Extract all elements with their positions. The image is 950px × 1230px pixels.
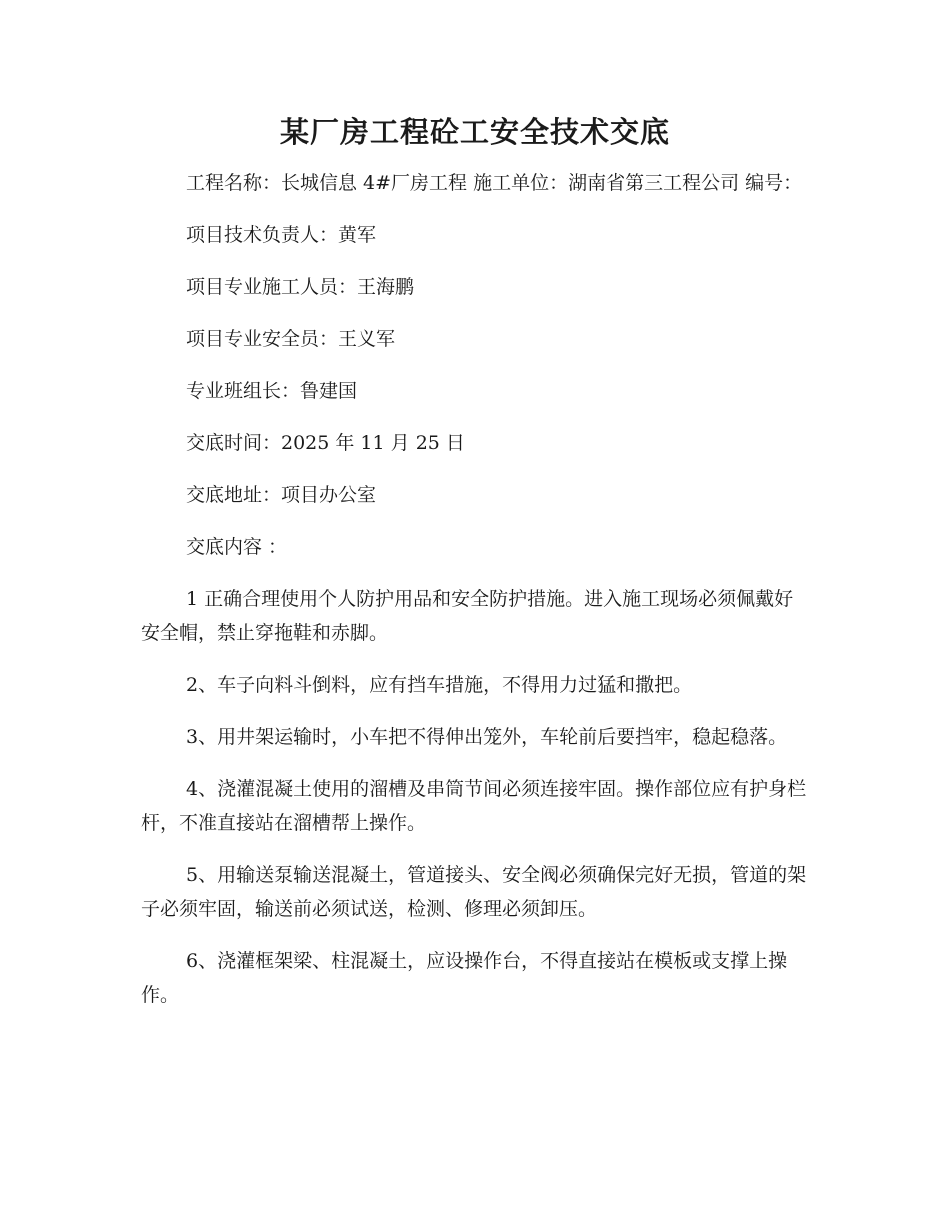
- list-item: 5、用输送泵输送混凝土，管道接头、安全阀必须确保完好无损，管道的架子必须牢固，输送前必须试送，检测、修理必须卸压。: [141, 864, 807, 920]
- field-safety-officer: 项目专业安全员：王义军: [186, 328, 396, 350]
- field-tech-lead: 项目技术负责人：黄军: [186, 224, 377, 246]
- list-item: 4、浇灌混凝土使用的溜槽及串筒节间必须连接牢固。操作部位应有护身栏杆，不准直接站在溜槽帮上操作。: [141, 778, 807, 834]
- list-item: 3、用井架运输时，小车把不得伸出笼外，车轮前后要挡牢，稳起稳落。: [186, 726, 788, 748]
- field-team-leader: 专业班组长：鲁建国: [186, 380, 358, 402]
- project-header-line: 工程名称：长城信息 4#厂房工程 施工单位：湖南省第三工程公司 编号：: [186, 172, 803, 194]
- field-briefing-content: 交底内容 ：: [186, 536, 288, 558]
- list-item: 1 正确合理使用个人防护用品和安全防护措施。进入施工现场必须佩戴好安全帽，禁止穿拖鞋和赤脚。: [141, 588, 794, 644]
- field-briefing-time: 交底时间：2025 年 11 月 25 日: [186, 432, 465, 454]
- document-title: 某厂房工程砼工安全技术交底: [279, 115, 670, 149]
- document-body: [141, 166, 811, 1012]
- field-briefing-location: 交底地址：项目办公室: [186, 484, 377, 506]
- list-item: 2、车子向料斗倒料，应有挡车措施，不得用力过猛和撒把。: [186, 674, 693, 696]
- list-item: 6、浇灌框架梁、柱混凝土，应设操作台，不得直接站在模板或支撑上操作。: [141, 950, 788, 1006]
- field-construction-staff: 项目专业施工人员：王海鹏: [186, 276, 415, 298]
